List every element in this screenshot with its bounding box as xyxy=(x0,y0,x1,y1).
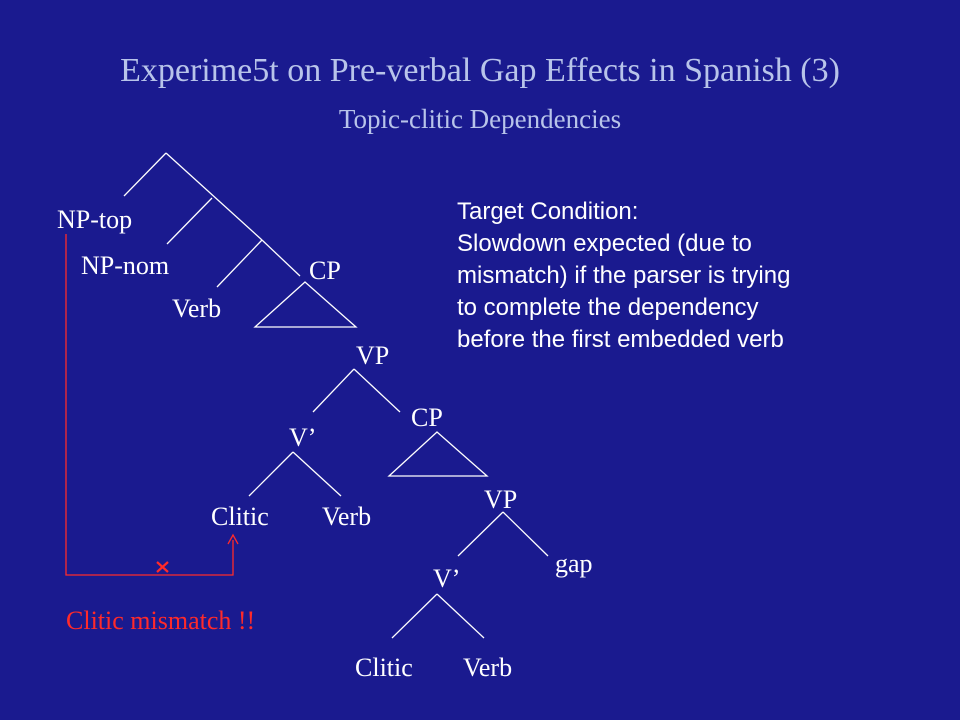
tree-branch xyxy=(354,369,400,412)
tree-branch xyxy=(167,198,212,244)
tree-branch xyxy=(249,452,293,496)
condition-line: before the first embedded verb xyxy=(457,326,784,353)
node-clitic-2: Clitic xyxy=(355,653,413,682)
node-gap: gap xyxy=(555,549,593,578)
node-verb-2: Verb xyxy=(322,502,372,531)
tree-branch xyxy=(458,512,503,556)
condition-line: to complete the dependency xyxy=(457,294,759,321)
condition-line: mismatch) if the parser is trying xyxy=(457,262,791,289)
target-condition-text xyxy=(457,196,927,356)
slide-subtitle: Topic-clitic Dependencies xyxy=(338,104,622,134)
tree-branch xyxy=(313,369,354,412)
cp-triangle xyxy=(255,282,356,327)
slide-title: Experime5t on Pre-verbal Gap Effects in Spanish (3) xyxy=(120,52,840,89)
node-vbar-2: V’ xyxy=(433,564,461,593)
node-np-top: NP-top xyxy=(57,205,133,234)
tree-branch xyxy=(124,153,166,196)
node-cp-1: CP xyxy=(309,256,341,285)
dependency-arrow-line xyxy=(66,234,233,575)
tree-branch xyxy=(293,452,341,496)
tree-branch xyxy=(166,153,262,240)
tree-branch xyxy=(262,240,300,276)
tree-branch xyxy=(503,512,548,556)
node-cp-2: CP xyxy=(411,403,443,432)
tree-branch xyxy=(392,594,437,638)
tree-branch xyxy=(217,240,262,287)
node-vbar-1: V’ xyxy=(289,423,317,452)
node-verb-matrix: Verb xyxy=(172,294,222,323)
cp-triangle xyxy=(389,432,487,476)
node-vp-2: VP xyxy=(484,485,518,514)
condition-line: Slowdown expected (due to xyxy=(457,230,752,257)
tree-branch xyxy=(437,594,484,638)
node-np-nom: NP-nom xyxy=(81,251,170,280)
node-clitic-1: Clitic xyxy=(211,502,269,531)
clitic-mismatch-label: Clitic mismatch !! xyxy=(66,606,256,635)
node-vp-1: VP xyxy=(356,341,390,370)
condition-line: Target Condition: xyxy=(457,198,639,225)
node-verb-3: Verb xyxy=(463,653,513,682)
